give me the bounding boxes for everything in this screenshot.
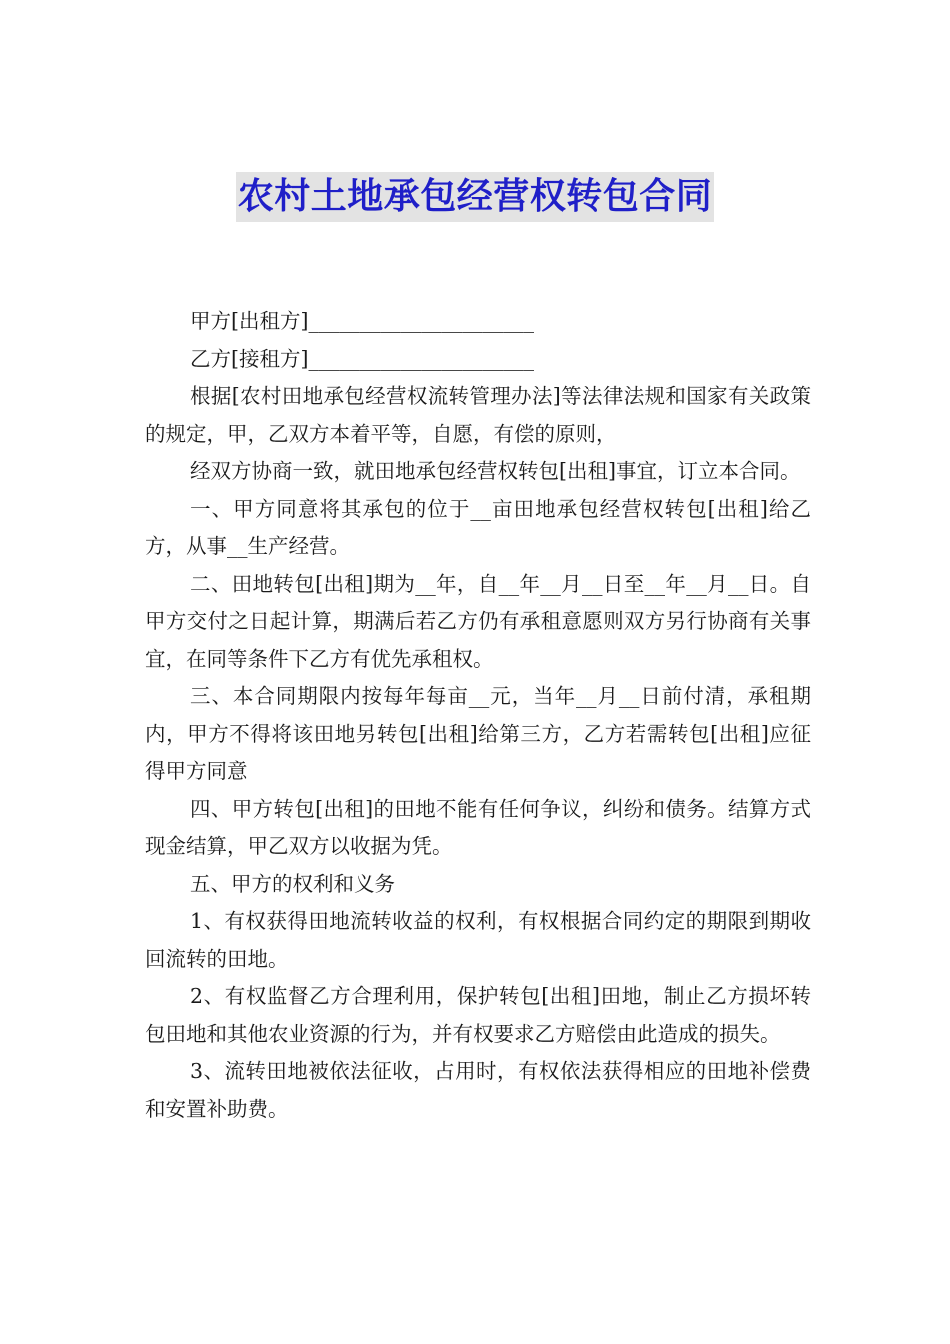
clause-5-item-1: 1、有权获得田地流转收益的权利，有权根据合同约定的期限到期收回流转的田地。 xyxy=(145,909,811,971)
party-b-line: 乙方[接租方]______________________ xyxy=(190,346,534,371)
clause-5-item-2: 2、有权监督乙方合理利用，保护转包[出租]田地，制止乙方损坏转包田地和其他农业资源的行为，并有权要求乙方赔偿由此造成的损失。 xyxy=(145,984,811,1046)
document-body xyxy=(145,303,811,1128)
paragraph-agreement: 经双方协商一致，就田地承包经营权转包[出租]事宜，订立本合同。 xyxy=(190,459,801,483)
paragraph-basis: 根据[农村田地承包经营权流转管理办法]等法律法规和国家有关政策的规定，甲，乙双方本着平等，自愿，有偿的原则， xyxy=(145,384,811,446)
clause-1: 一、甲方同意将其承包的位于__亩田地承包经营权转包[出租]给乙方，从事__生产经营。 xyxy=(145,496,811,558)
clause-3: 三、本合同期限内按每年每亩__元，当年__月__日前付清，承租期内，甲方不得将该田地另转包[出租]给第三方，乙方若需转包[出租]应征得甲方同意 xyxy=(145,684,811,783)
party-a-line: 甲方[出租方]______________________ xyxy=(190,309,534,333)
document-title: 农村土地承包经营权转包合同 xyxy=(236,172,715,222)
title-container xyxy=(0,172,950,222)
clause-2: 二、田地转包[出租]期为__年，自__年__月__日至__年__月__日。自甲方交付之日起计算，期满后若乙方仍有承租意愿则双方另行协商有关事宜，在同等条件下乙方有优先承租权。 xyxy=(145,571,811,671)
clause-5-heading: 五、甲方的权利和义务 xyxy=(190,871,395,896)
clause-4: 四、甲方转包[出租]的田地不能有任何争议，纠纷和债务。结算方式现金结算，甲乙双方以收据为凭。 xyxy=(145,796,811,858)
clause-5-item-3: 3、流转田地被依法征收，占用时，有权依法获得相应的田地补偿费和安置补助费。 xyxy=(145,1059,811,1121)
